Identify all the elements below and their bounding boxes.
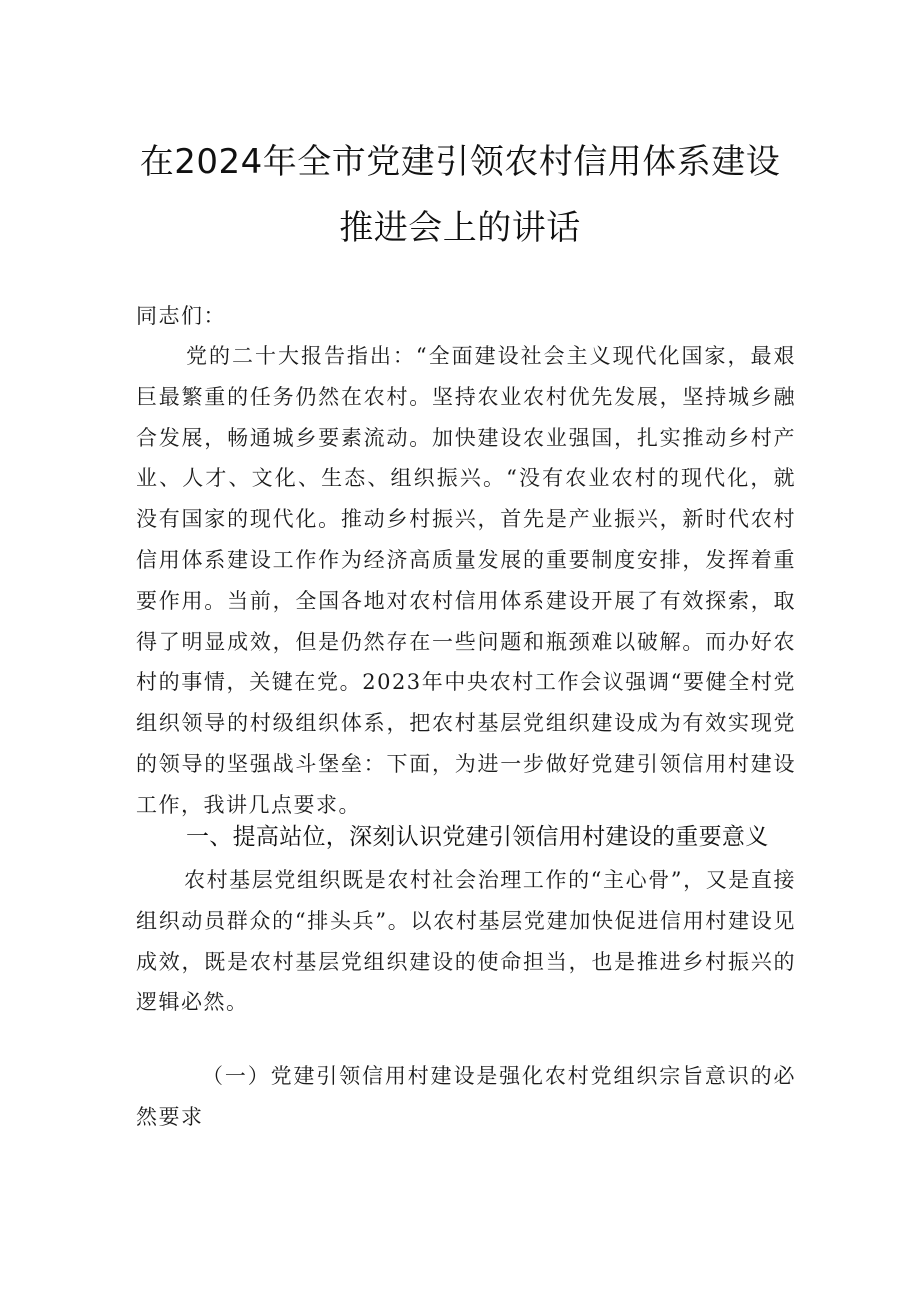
paragraph-section-1: 农村基层党组织既是农村社会治理工作的“主心骨”，又是直接组织动员群众的“排头兵”。以农村基层党建加快促进信用村建设见成效，既是农村基层党组织建设的使命担当，也是推进乡村振兴的逻辑必然。 xyxy=(136,868,796,1015)
subheading-1: （一）党建引领信用村建设是强化农村党组织宗旨意识的必然要求 xyxy=(136,1064,796,1129)
greeting: 同志们： xyxy=(136,304,226,328)
document-title-line-2: 推进会上的讲话 xyxy=(339,208,581,248)
document-title-line-1: 在2024年全市党建引领农村信用体系建设 xyxy=(139,142,781,182)
paragraph-intro: 党的二十大报告指出：“全面建设社会主义现代化国家，最艰巨最繁重的任务仍然在农村。坚持农业农村优先发展，坚持城乡融合发展，畅通城乡要素流动。加快建设农业强国，扎实推动乡村产业、人才、文化、生态、组织振兴。“没有农业农村的现代化，就没有国家的现代化。推动乡村振兴，首先是产业振兴，新时代农村信用体系建设工作作为经济高质量发展的重要制度安排，发挥着重要作用。当前，全国各地对农村信用体系建设开展了有效探索，取得了明显成效，但是仍然存在一些问题和瓶颈难以破解。而办好农村的事情，关键在党。2023年中央农村工作会议强调“要健全村党组织领导的村级组织体系，把农村基层党组织建设成为有效实现党的领导的坚强战斗堡垒：下面，为进一步做好党建引领信用村建设工作，我讲几点要求。 xyxy=(136,344,796,817)
section-heading-1: 一、提高站位，深刻认识党建引领信用村建设的重要意义 xyxy=(186,824,769,850)
